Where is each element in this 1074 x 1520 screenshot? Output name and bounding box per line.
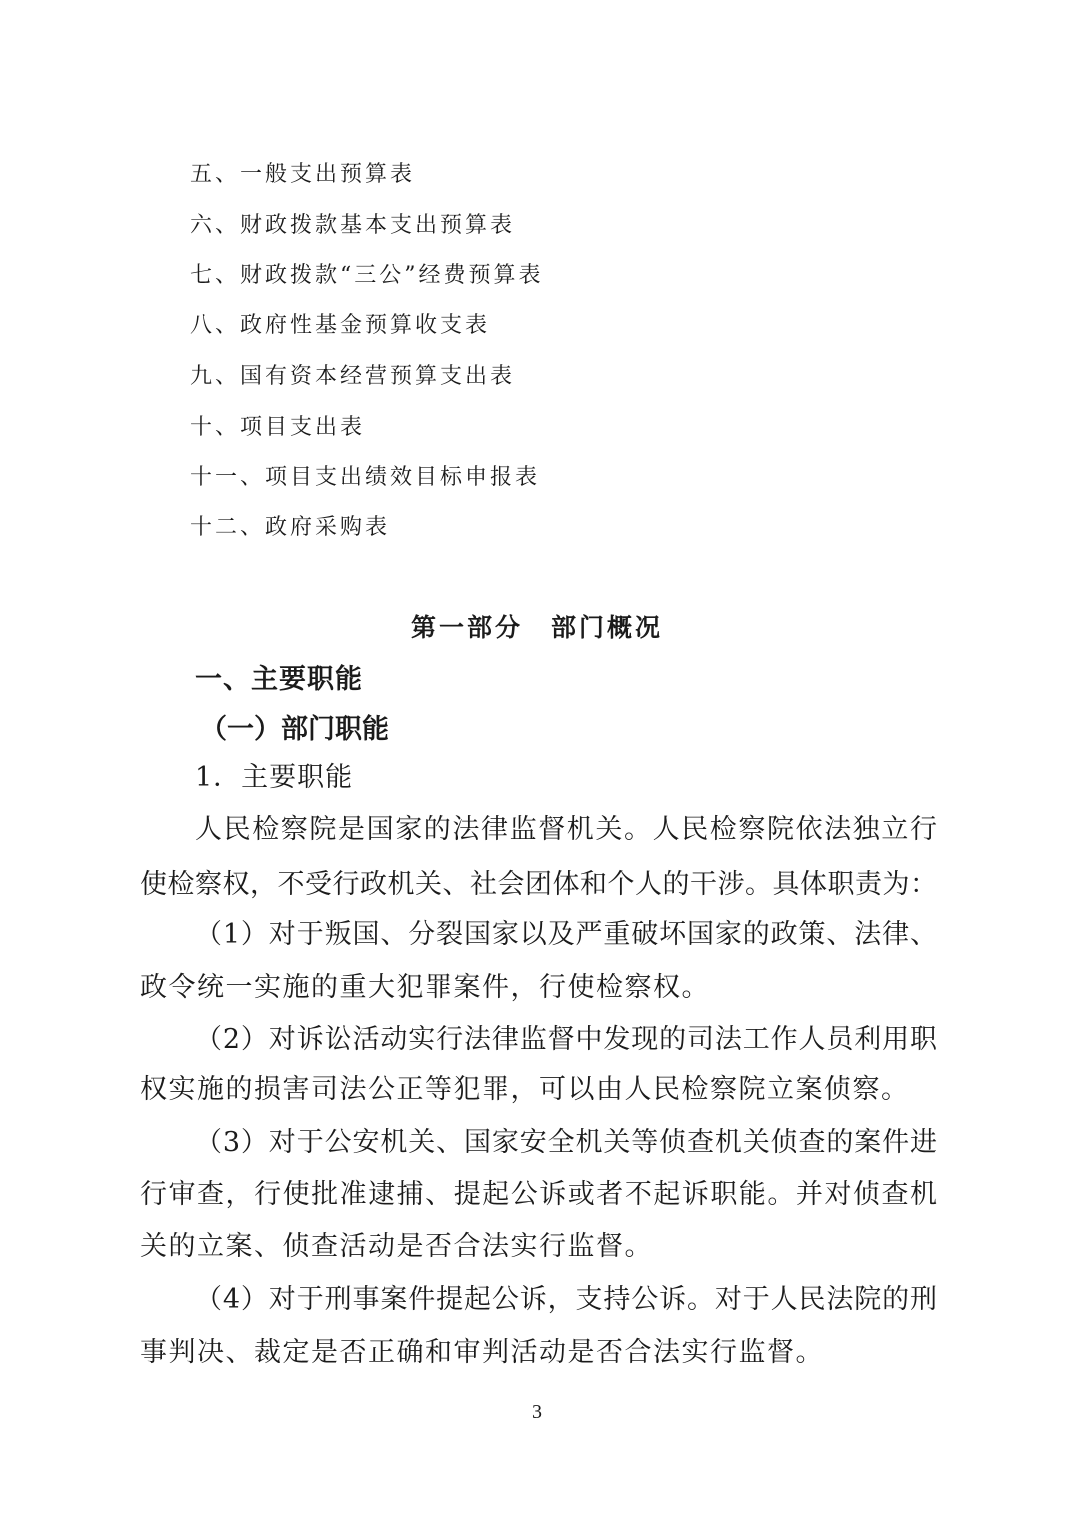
- paragraph-line: 权实施的损害司法公正等犯罪，可以由人民检察院立案侦察。: [140, 1074, 910, 1105]
- toc-item: 九、国有资本经营预算支出表: [190, 364, 516, 389]
- paragraph-line: （3）对于公安机关、国家安全机关等侦查机关侦查的案件进: [195, 1127, 937, 1158]
- toc-item: 十二、政府采购表: [190, 515, 391, 540]
- paragraph-line: （2）对诉讼活动实行法律监督中发现的司法工作人员利用职: [195, 1024, 937, 1055]
- paragraph-line: 政令统一实施的重大犯罪案件，行使检察权。: [140, 972, 710, 1003]
- paragraph-line: （1）对于叛国、分裂国家以及严重破坏国家的政策、法律、: [195, 919, 937, 950]
- toc-item: 六、财政拨款基本支出预算表: [190, 213, 516, 238]
- paragraph-line: 行审查，行使批准逮捕、提起公诉或者不起诉职能。并对侦查机: [140, 1179, 937, 1210]
- toc-item: 十、项目支出表: [190, 415, 366, 440]
- item-title: 1．主要职能: [195, 762, 354, 793]
- toc-item: 十一、项目支出绩效目标申报表: [190, 465, 541, 490]
- toc-item: 七、财政拨款“三公”经费预算表: [190, 263, 544, 288]
- paragraph-line: （4）对于刑事案件提起公诉，支持公诉。对于人民法院的刑: [195, 1284, 937, 1315]
- paragraph-line: 人民检察院是国家的法律监督机关。人民检察院依法独立行: [195, 814, 937, 845]
- page-number: 3: [532, 1401, 542, 1423]
- paragraph-line: 关的立案、侦查活动是否合法实行监督。: [140, 1231, 653, 1262]
- toc-item: 八、政府性基金预算收支表: [190, 313, 491, 338]
- section-subheading: （一）部门职能: [200, 714, 389, 745]
- section-heading: 一、主要职能: [195, 664, 363, 695]
- toc-item: 五、一般支出预算表: [190, 162, 416, 187]
- paragraph-line: 使检察权，不受行政机关、社会团体和个人的干涉。具体职责为：: [140, 869, 937, 900]
- paragraph-line: 事判决、裁定是否正确和审判活动是否合法实行监督。: [140, 1337, 824, 1368]
- part-title: 第一部分 部门概况: [410, 613, 663, 642]
